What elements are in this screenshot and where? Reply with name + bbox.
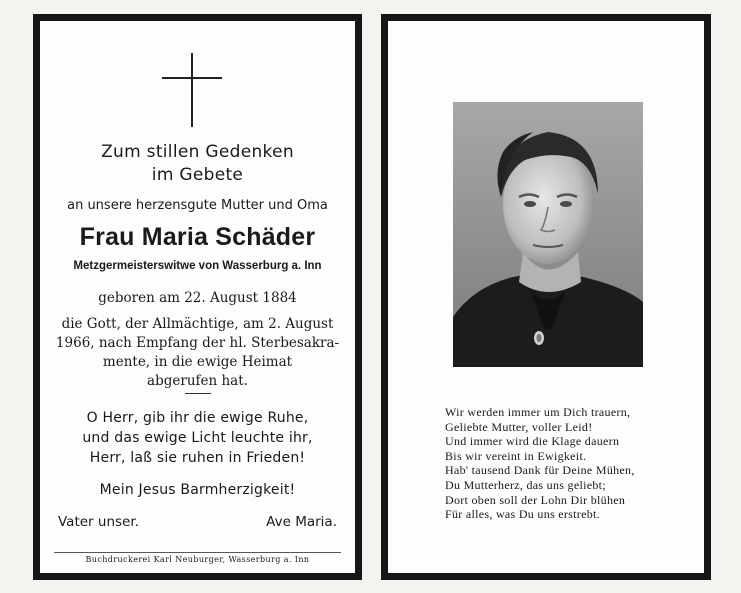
poem-line-5: Hab' tausend Dank für Deine Mühen, bbox=[445, 463, 635, 478]
prayer-line-3: Herr, laß sie ruhen in Frieden! bbox=[89, 450, 306, 466]
jesus-line: Mein Jesus Barmherzigkeit! bbox=[99, 482, 296, 498]
deceased-name: Frau Maria Schäder bbox=[79, 223, 316, 251]
poem-line-7: Dort oben soll der Lohn Dir blühen bbox=[445, 492, 626, 507]
left-card bbox=[33, 14, 362, 580]
short-divider bbox=[185, 393, 211, 394]
poem-line-3: Und immer wird die Klage dauern bbox=[445, 434, 620, 449]
subheading: an unsere herzensgute Mutter und Oma bbox=[67, 198, 328, 213]
right-card bbox=[381, 14, 711, 580]
poem-line-4: Bis wir vereint in Ewigkeit. bbox=[445, 448, 587, 463]
poem-line-6: Du Mutterherz, das uns geliebt; bbox=[445, 477, 606, 492]
vater-unser: Vater unser. bbox=[58, 514, 139, 530]
heading-line-1: Zum stillen Gedenken bbox=[101, 142, 294, 162]
portrait-photo bbox=[453, 102, 643, 367]
cross-icon bbox=[162, 53, 222, 127]
death-text-line-4: abgerufen hat. bbox=[147, 373, 248, 389]
poem bbox=[445, 405, 635, 522]
prayer-line-1: O Herr, gib ihr die ewige Ruhe, bbox=[86, 410, 309, 426]
death-text-line-3: mente, in die ewige Heimat bbox=[102, 354, 293, 370]
bottom-divider bbox=[54, 552, 341, 553]
birth-date: geboren am 22. August 1884 bbox=[98, 290, 297, 306]
deceased-title: Metzgermeisterswitwe von Wasserburg a. Inn bbox=[73, 260, 322, 272]
heading-line-2: im Gebete bbox=[151, 165, 244, 185]
poem-line-8: Für alles, was Du uns erstrebt. bbox=[445, 507, 600, 522]
poem-line-2: Geliebte Mutter, voller Leid! bbox=[445, 419, 593, 434]
ave-maria: Ave Maria. bbox=[266, 514, 337, 530]
printer-credit: Buchdruckerei Karl Neuburger, Wasserburg a. Inn bbox=[85, 555, 310, 564]
prayer-line-2: und das ewige Licht leuchte ihr, bbox=[82, 430, 313, 446]
poem-line-1: Wir werden immer um Dich trauern, bbox=[445, 405, 631, 419]
death-text-line-2: 1966, nach Empfang der hl. Sterbesakra- bbox=[55, 335, 340, 351]
death-text-line-1: die Gott, der Allmächtige, am 2. August bbox=[61, 316, 334, 332]
